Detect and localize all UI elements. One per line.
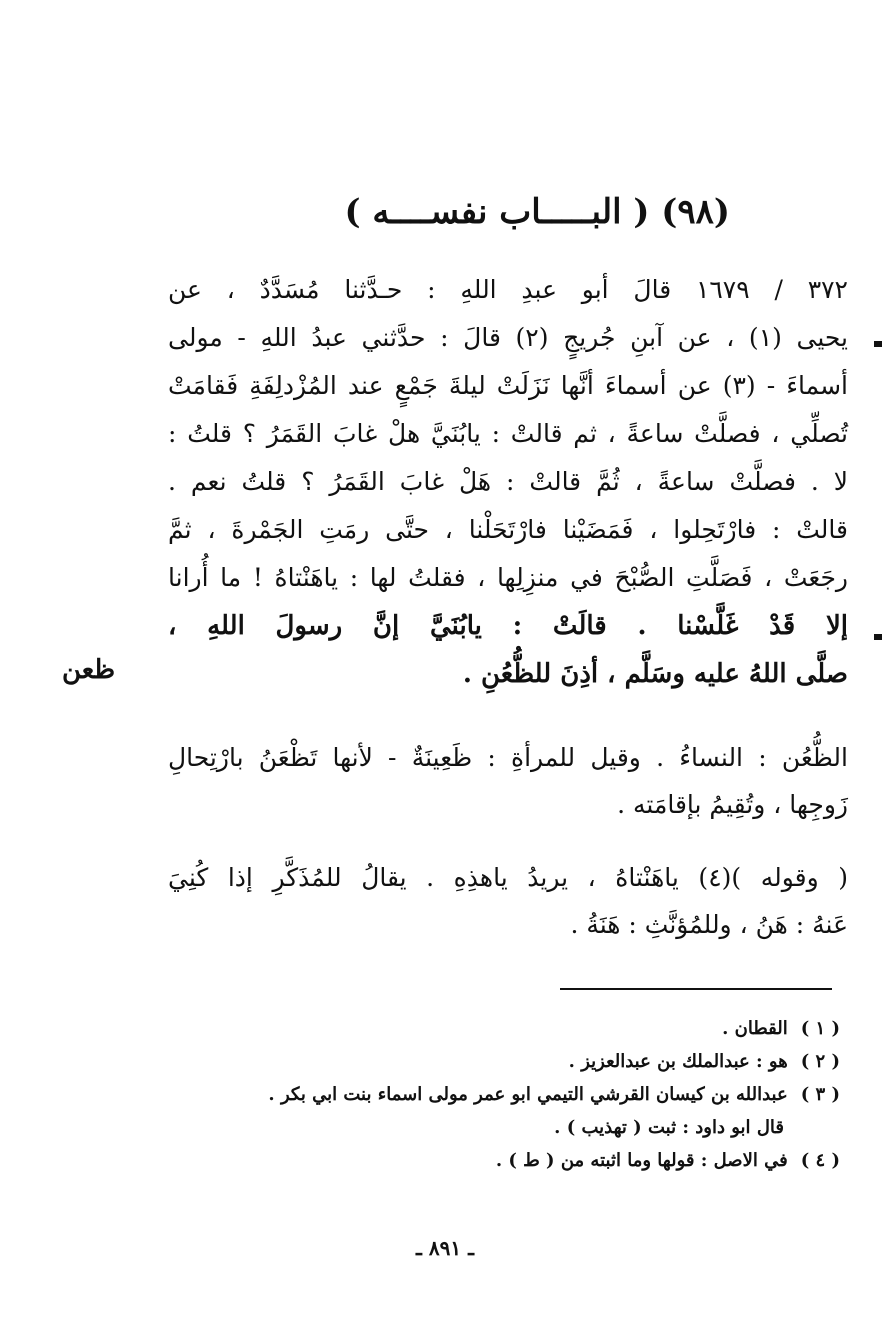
chapter-heading: (٩٨) ( البـــــاب نفســــه ) bbox=[344, 192, 730, 232]
explanation-line: زَوجِها ، وتُقِيمُ بإقامَته . bbox=[617, 790, 848, 819]
footnote bbox=[140, 1078, 840, 1111]
hadith-line: تُصلِّي ، فصلَّتْ ساعةً ، ثم قالتْ : يابُنَيَّ هلْ غابَ القَمَرُ ؟ قلتُ : bbox=[168, 419, 848, 448]
explanation-paragraph bbox=[168, 734, 848, 828]
footnote-number: ( ١ ) bbox=[800, 1018, 840, 1039]
footnote-number: ( ٣ ) bbox=[800, 1084, 840, 1105]
explanation-line: عَنهُ : هَنُ ، وللمُؤنَّثِ : هَنَةُ . bbox=[570, 910, 848, 939]
footnote-number: ( ٤ ) bbox=[800, 1150, 840, 1171]
hadith-line: قالتْ : فارْتَحِلوا ، فَمَضَيْنا فارْتَحَلْنا ، حتَّى رمَتِ الجَمْرةَ ، ثمَّ bbox=[168, 515, 848, 544]
footnote-text: قال ابو داود : ثبت ( تهذيب ) . bbox=[554, 1117, 784, 1138]
footnote-continuation bbox=[140, 1111, 840, 1144]
footnote-text: هو : عبدالملك بن عبدالعزيز . bbox=[568, 1051, 788, 1072]
footnote-divider bbox=[560, 988, 832, 990]
page-number: ـ ٨٩١ ـ bbox=[416, 1236, 474, 1260]
explanation-line: ( وقوله )(٤) ياهَنْتاهُ ، يريدُ ياهذِهِ . يقالُ للمُذَكَّرِ إذا كُنِيَ bbox=[168, 863, 848, 892]
margin-marker bbox=[874, 634, 882, 640]
hadith-line: أسماءَ - (٣) عن أسماءَ أنَّها نَزَلَتْ ليلةَ جَمْعٍ عند المُزْدلِفَةِ فَقامَتْ bbox=[168, 371, 848, 400]
explanation-paragraph-2 bbox=[168, 854, 848, 948]
footnote bbox=[140, 1045, 840, 1078]
footnote bbox=[140, 1012, 840, 1045]
footnote-number: ( ٢ ) bbox=[800, 1051, 840, 1072]
footnote-text: القطان . bbox=[722, 1018, 788, 1039]
hadith-line: صلَّى اللهُ عليه وسَلَّم ، أذِنَ للظُّعُنِ . bbox=[462, 659, 848, 689]
hadith-line: ٣٧٢ / ١٦٧٩ قالَ أبو عبدِ اللهِ : حـدَّثنا مُسَدَّدٌ ، عن bbox=[168, 275, 848, 304]
hadith-line: إلا قَدْ غَلَّسْنا . قالَتْ : يابُنَيَّ إنَّ رسولَ اللهِ ، bbox=[168, 611, 848, 641]
margin-keyword: ظعن bbox=[62, 655, 116, 685]
footnote bbox=[140, 1144, 840, 1177]
hadith-line: يحيى (١) ، عن آبنِ جُريجٍ (٢) قالَ : حدَّثني عبدُ اللهِ - مولى bbox=[168, 323, 848, 352]
footnote-text: عبدالله بن كيسان القرشي التيمي ابو عمر مولى اسماء بنت ابي بكر . bbox=[268, 1084, 788, 1105]
hadith-line: لا . فصلَّتْ ساعةً ، ثُمَّ قالتْ : هَلْ غابَ القَمَرُ ؟ قلتُ نعم . bbox=[168, 467, 848, 496]
margin-marker bbox=[874, 341, 882, 347]
hadith-paragraph bbox=[168, 266, 848, 698]
explanation-line: الظُّعُن : النساءُ . وقيل للمرأةِ : ظَعِينَةٌ - لأنها تَظْعَنُ بارْتِحالِ bbox=[168, 743, 848, 772]
footnote-text: في الاصل : قولها وما اثبته من ( ط ) . bbox=[495, 1150, 788, 1171]
footnotes bbox=[140, 1012, 840, 1177]
hadith-line: رجَعَتْ ، فَصَلَّتِ الصُّبْحَ في منزِلِها ، فقلتُ لها : ياهَنْتاهُ ! ما أُرانا bbox=[168, 563, 848, 592]
